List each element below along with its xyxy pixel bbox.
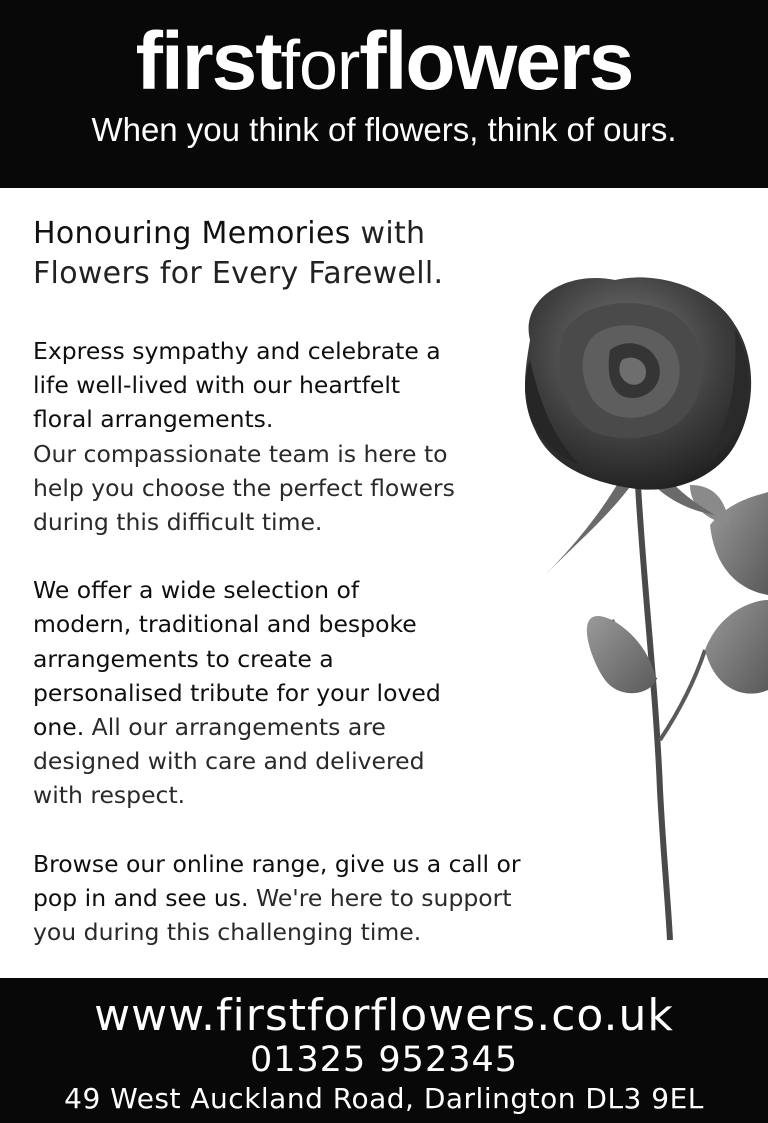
text-line: Express sympathy and celebrate a (33, 337, 441, 365)
headline-rest: with (350, 216, 426, 251)
text-line: pop in and see us. (33, 883, 249, 912)
text-line: personalised tribute for your loved (33, 678, 441, 707)
logo-for: for (280, 26, 360, 104)
text-line: We offer a wide selection of (33, 576, 360, 605)
text-line: designed with care and delivered (33, 747, 425, 776)
text-line: one. (33, 713, 85, 742)
rose-illustration (510, 270, 768, 950)
text-line: help you choose the perfect flowers (33, 473, 455, 502)
text-line: during this difficult time. (33, 508, 323, 537)
text-line: life well-lived with our heartfelt (33, 371, 401, 400)
address: 49 West Auckland Road, Darlington DL3 9EL (64, 1082, 704, 1115)
brand-logo (0, 14, 768, 113)
headline-strong: Honouring Memories (33, 216, 351, 251)
text-line: modern, traditional and bespoke (33, 610, 417, 639)
text-line: with respect. (33, 781, 186, 810)
text-line: Our compassionate team is here to (33, 439, 448, 468)
logo-first: first (135, 16, 281, 107)
text-line: Browse our online range, give us a call or (33, 849, 521, 878)
logo-flowers: flowers (359, 16, 633, 107)
text-line: arrangements to create a (33, 644, 334, 673)
text-line: All our arrangements are (84, 713, 386, 742)
website-link[interactable]: www.firstforflowers.co.uk (94, 990, 674, 1041)
text-line: We're here to support (248, 883, 512, 912)
text-line: floral arrangements. (33, 405, 274, 434)
headline-line2: Flowers for Every Farewell. (33, 256, 444, 291)
tagline: When you think of flowers, think of ours. (91, 111, 677, 148)
phone-number[interactable]: 01325 952345 (249, 1040, 519, 1080)
footer-banner (0, 978, 768, 1123)
text-line: you during this challenging time. (33, 918, 422, 947)
header-banner (0, 0, 768, 188)
